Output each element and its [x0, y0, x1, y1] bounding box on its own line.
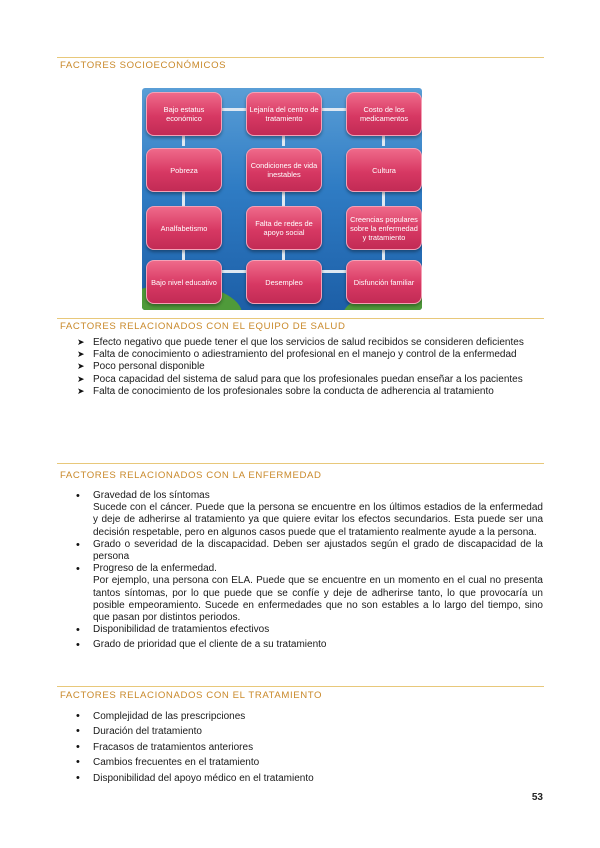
factor-box: Disfunción familiar — [346, 260, 422, 304]
list-item-title: Gravedad de los síntomas — [93, 490, 210, 501]
list-item: • Duración del tratamiento — [60, 724, 543, 739]
section-heading-treatment: FACTORES RELACIONADOS CON EL TRATAMIENTO — [60, 690, 323, 701]
connector-line — [222, 108, 246, 111]
list-item: ➤ Falta de conocimiento o adiestramiento del profesional en el manejo y control de la enfermedad — [60, 349, 543, 361]
connector-line — [282, 192, 285, 206]
factor-box: Cultura — [346, 148, 422, 192]
factor-box: Bajo estatus económico — [146, 92, 222, 136]
socioeconomic-factors-diagram — [142, 88, 422, 310]
section-heading-health-team: FACTORES RELACIONADOS CON EL EQUIPO DE SALUD — [60, 321, 346, 332]
connector-line — [322, 270, 346, 273]
treatment-factor-list — [60, 709, 543, 786]
factor-box: Costo de los medicamentos — [346, 92, 422, 136]
list-item — [60, 639, 543, 651]
section-heading-socioeconomic: FACTORES SOCIOECONÓMICOS — [60, 60, 227, 71]
list-item — [60, 490, 543, 539]
section-divider — [57, 57, 544, 58]
list-item-detail: Sucede con el cáncer. Puede que la persona se encuentre en los últimos estadios de la enfermedad y deje de adherirse al tratamiento ya que quiere evitar los efectos secundarios. Esta puede ser una decisión respetable, pero en algunos casos puede que el tratamiento realmente ayude a la persona. — [93, 502, 543, 538]
connector-line — [322, 108, 346, 111]
list-item — [60, 624, 543, 636]
list-item: • Cambios frecuentes en el tratamiento — [60, 755, 543, 770]
list-item-title: Disponibilidad de tratamientos efectivos — [93, 624, 270, 636]
factor-box: Lejanía del centro de tratamiento — [246, 92, 322, 136]
list-item-title: Progreso de la enfermedad. — [93, 563, 217, 575]
list-item-title: Grado o severidad de la discapacidad. Deben ser ajustados según el grado de discapacidad de la persona — [93, 538, 543, 563]
connector-line — [222, 270, 246, 273]
list-item: ➤ Poco personal disponible — [60, 361, 543, 373]
disease-factor-list — [60, 490, 543, 652]
health-team-factor-list — [60, 337, 543, 398]
factor-box: Desempleo — [246, 260, 322, 304]
factor-box: Creencias populares sobre la enfermedad y tratamiento — [346, 206, 422, 250]
list-item-title: Grado de prioridad que el cliente de a su tratamiento — [93, 639, 327, 651]
list-item: ➤ Efecto negativo que puede tener el que los servicios de salud recibidos se consideren deficientes — [60, 337, 543, 349]
factor-box: Analfabetismo — [146, 206, 222, 250]
list-item-detail: Por ejemplo, una persona con ELA. Puede que se encuentre en un momento en el cual no presenta tantos síntomas, por lo que puede que se confíe y deje de adherirse tanto, lo que provocaría un posible empeoramiento. Sucede en enfermedades que no son estables a lo largo del tiempo, sino que pasan por distintos periodos. — [93, 575, 543, 624]
factor-box: Bajo nivel educativo — [146, 260, 222, 304]
list-item: ➤ Poca capacidad del sistema de salud para que los profesionales puedan enseñar a los pacientes — [60, 374, 543, 386]
connector-line — [382, 192, 385, 206]
list-item: • Disponibilidad del apoyo médico en el tratamiento — [60, 771, 543, 786]
connector-line — [182, 192, 185, 206]
factor-box: Condiciones de vida inestables — [246, 148, 322, 192]
list-item: • Complejidad de las prescripciones — [60, 709, 543, 724]
section-divider — [57, 463, 544, 464]
section-heading-disease: FACTORES RELACIONADOS CON LA ENFERMEDAD — [60, 470, 322, 481]
page-number: 53 — [531, 792, 543, 803]
section-divider — [57, 686, 544, 687]
list-item: ➤ Falta de conocimiento de los profesionales sobre la conducta de adherencia al tratamiento — [60, 386, 543, 398]
list-item: • Fracasos de tratamientos anteriores — [60, 740, 543, 755]
list-item — [60, 539, 543, 563]
list-item — [60, 563, 543, 624]
factor-box: Falta de redes de apoyo social — [246, 206, 322, 250]
section-divider — [57, 318, 544, 319]
factor-box: Pobreza — [146, 148, 222, 192]
